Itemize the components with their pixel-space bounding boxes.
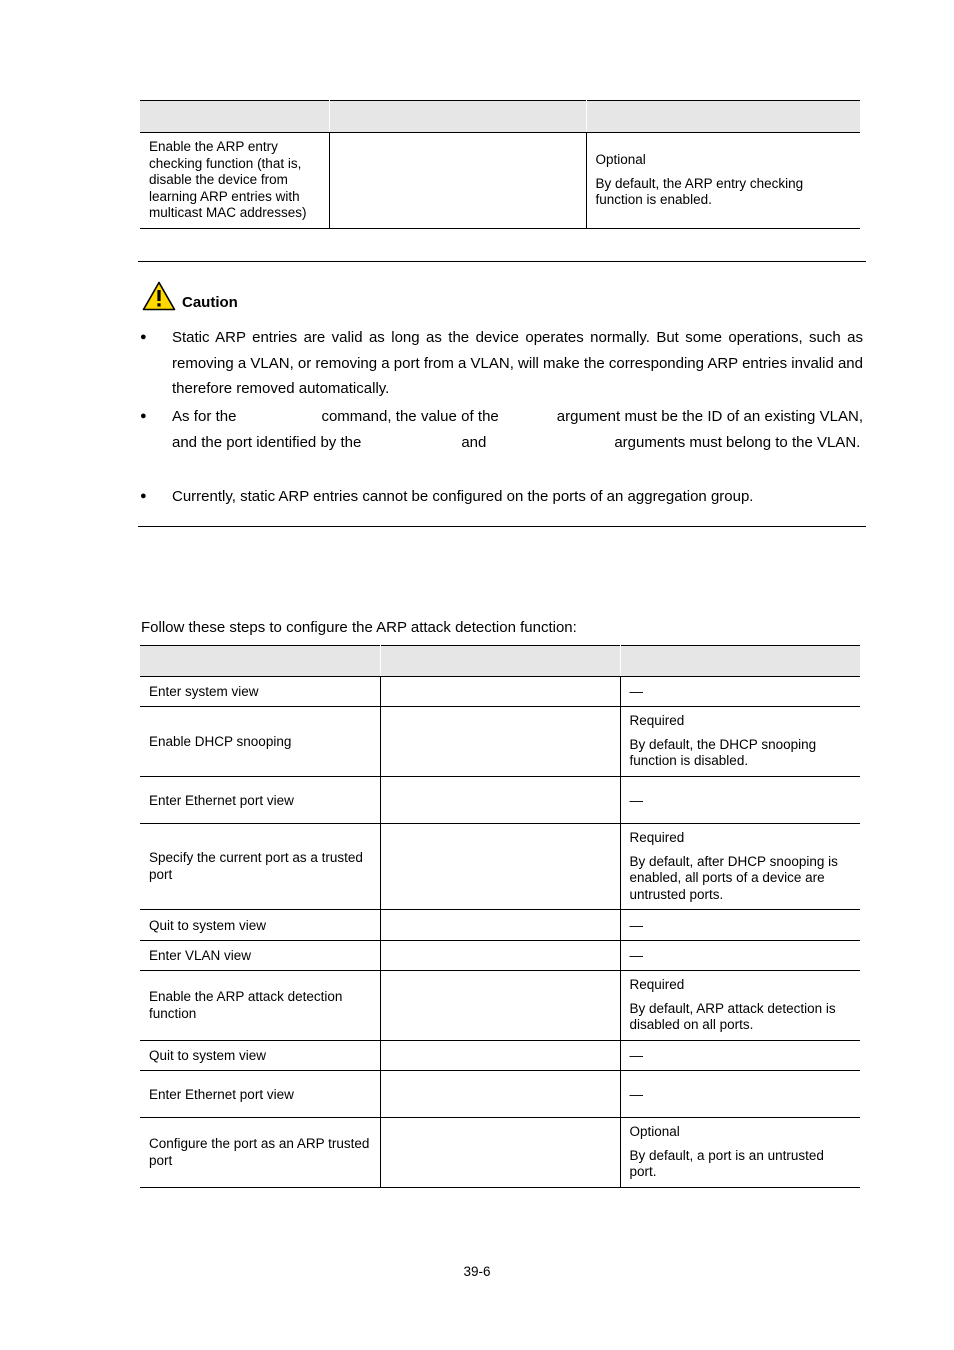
bullet-2-part-4: and xyxy=(461,433,487,451)
command-cell xyxy=(380,971,620,1041)
warning-triangle-icon xyxy=(142,281,176,311)
bullet-2-part-5: arguments must belong to the VLAN. xyxy=(614,433,861,451)
command-cell xyxy=(380,1041,620,1071)
remark-detail: By default, a port is an untrusted port. xyxy=(629,1147,824,1180)
command-cell xyxy=(329,133,586,229)
caution-bullet-1: Static ARP entries are valid as long as the device operates normally. But some operations, such as removing a VLAN, or removing a port from a VLAN, will make the corresponding ARP entries invalid and therefore removed automatically. xyxy=(172,329,863,397)
operation-cell: Enter Ethernet port view xyxy=(140,777,380,824)
operation-cell xyxy=(140,824,380,910)
command-cell xyxy=(380,910,620,941)
remark-status: Optional xyxy=(595,152,646,168)
header-cell-operation xyxy=(140,646,380,677)
command-cell xyxy=(380,941,620,971)
table-row xyxy=(140,941,860,971)
table-row xyxy=(140,777,860,824)
table-row xyxy=(140,971,860,1041)
remark-detail: By default, after DHCP snooping is enabled, all ports of a device are untrusted ports. xyxy=(629,853,838,902)
remarks-cell xyxy=(586,133,860,229)
command-cell xyxy=(380,707,620,777)
remark-status: Optional xyxy=(629,1124,680,1140)
table-row xyxy=(140,1118,860,1188)
remarks-cell xyxy=(620,1118,860,1188)
remark-detail: By default, the DHCP snooping function is disabled. xyxy=(629,736,817,769)
remarks-cell: — xyxy=(620,941,860,971)
arp-attack-detection-table xyxy=(140,645,860,1188)
remark-detail: By default, the ARP entry checking function is enabled. xyxy=(595,175,804,208)
remark-status: Required xyxy=(629,830,685,845)
table-row xyxy=(140,1071,860,1118)
table-header-row xyxy=(140,101,860,133)
header-cell-command xyxy=(380,646,620,677)
operation-text: Specify the current port as a trusted port xyxy=(149,850,363,882)
operation-text: Enable the ARP attack detection function xyxy=(149,989,343,1021)
header-cell-remarks xyxy=(620,646,860,677)
command-cell xyxy=(380,824,620,910)
operation-cell: Quit to system view xyxy=(140,910,380,941)
command-cell xyxy=(380,677,620,707)
operation-cell xyxy=(140,971,380,1041)
bullet-icon: ● xyxy=(140,490,147,502)
bullet-icon: ● xyxy=(140,331,147,343)
command-cell xyxy=(380,1071,620,1118)
remarks-cell xyxy=(620,707,860,777)
operation-cell xyxy=(140,133,329,229)
remarks-cell: — xyxy=(620,1071,860,1118)
page-number: 39-6 xyxy=(463,1264,491,1279)
table-row xyxy=(140,1041,860,1071)
caution-bullet-2 xyxy=(172,404,863,455)
operation-cell: Quit to system view xyxy=(140,1041,380,1071)
table-row xyxy=(140,910,860,941)
intro-paragraph: Follow these steps to configure the ARP attack detection function: xyxy=(141,619,577,636)
remarks-cell: — xyxy=(620,777,860,824)
remarks-cell xyxy=(620,971,860,1041)
operation-cell: Enter Ethernet port view xyxy=(140,1071,380,1118)
table-row xyxy=(140,133,860,229)
header-cell-command xyxy=(329,101,586,133)
bullet-2-part-3: argument must be the ID of an existing VLAN, and the port identified by the xyxy=(172,408,863,451)
remarks-cell: — xyxy=(620,910,860,941)
operation-cell: Enable DHCP snooping xyxy=(140,707,380,777)
operation-text: Enable the ARP entry checking function (that is, disable the device from learning ARP entries with multicast MAC addresses) xyxy=(149,139,307,221)
table-header-row xyxy=(140,646,860,677)
command-cell xyxy=(380,1118,620,1188)
caution-title: Caution xyxy=(182,294,238,311)
command-cell xyxy=(380,777,620,824)
header-cell-remarks xyxy=(586,101,860,133)
table-row xyxy=(140,677,860,707)
remarks-cell: — xyxy=(620,1041,860,1071)
operation-cell xyxy=(140,1118,380,1188)
caution-top-rule xyxy=(138,261,866,262)
operation-cell: Enter VLAN view xyxy=(140,941,380,971)
header-cell-operation xyxy=(140,101,329,133)
operation-text: Configure the port as an ARP trusted port xyxy=(149,1136,370,1168)
remarks-cell xyxy=(620,824,860,910)
bullet-icon: ● xyxy=(140,410,147,422)
table-row xyxy=(140,824,860,910)
operation-cell: Enter system view xyxy=(149,684,259,699)
caution-bottom-rule xyxy=(138,526,866,527)
arp-entry-check-table xyxy=(140,100,860,229)
remark-detail: By default, ARP attack detection is disabled on all ports. xyxy=(629,1000,836,1033)
remark-status: Required xyxy=(629,977,685,993)
bullet-2-part-1: As for the xyxy=(172,408,237,425)
bullet-2-part-2: command, the value of the xyxy=(321,408,499,425)
remarks-cell: — xyxy=(620,677,860,707)
caution-bullet-3: Currently, static ARP entries cannot be configured on the ports of an aggregation group. xyxy=(172,488,754,505)
remark-status: Required xyxy=(629,713,685,729)
table-row xyxy=(140,707,860,777)
